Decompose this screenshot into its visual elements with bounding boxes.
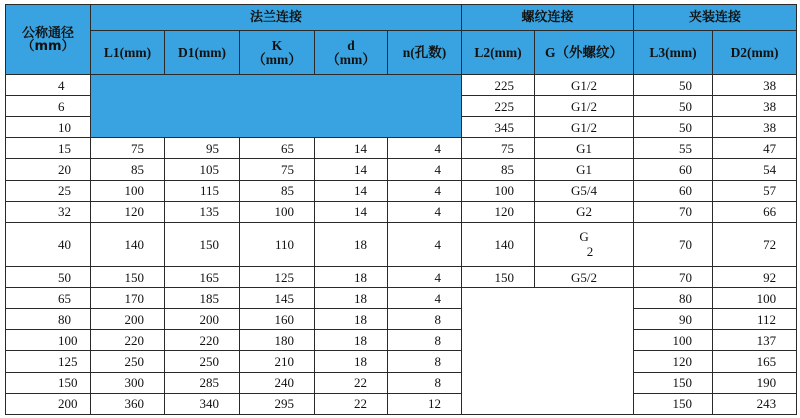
cell-k: 145 bbox=[240, 288, 315, 309]
table-body bbox=[6, 75, 797, 415]
cell-dn: 50 bbox=[6, 267, 91, 288]
table-row bbox=[6, 75, 797, 96]
cell-k: 295 bbox=[240, 393, 315, 414]
cell-dn: 65 bbox=[6, 288, 91, 309]
cell-l2: 345 bbox=[462, 117, 535, 138]
header-n: n(孔数) bbox=[388, 31, 462, 75]
cell-g: G1/2 bbox=[535, 96, 634, 117]
cell-l2: 75 bbox=[462, 138, 535, 159]
cell-g: G1/2 bbox=[535, 117, 634, 138]
cell-d1: 285 bbox=[165, 372, 240, 393]
table-row bbox=[6, 201, 797, 222]
header-flange-connection: 法兰连接 bbox=[91, 5, 462, 31]
header-l1: L1(mm) bbox=[91, 31, 165, 75]
cell-d: 14 bbox=[315, 180, 388, 201]
cell-d: 22 bbox=[315, 372, 388, 393]
header-d-label: d bbox=[347, 38, 355, 53]
cell-l3: 150 bbox=[634, 393, 713, 414]
cell-k: 180 bbox=[240, 330, 315, 351]
thread-g-subscript: 2 bbox=[586, 244, 594, 260]
cell-d1: 200 bbox=[165, 309, 240, 330]
cell-d1: 250 bbox=[165, 351, 240, 372]
cell-dn: 32 bbox=[6, 201, 91, 222]
cell-dn: 125 bbox=[6, 351, 91, 372]
cell-l3: 50 bbox=[634, 117, 713, 138]
cell-l1: 220 bbox=[91, 330, 165, 351]
cell-n: 8 bbox=[388, 351, 462, 372]
header-g: G（外螺纹） bbox=[535, 31, 634, 75]
cell-d2: 112 bbox=[713, 309, 797, 330]
cell-l1: 85 bbox=[91, 159, 165, 180]
flange-not-applicable-block bbox=[91, 75, 462, 138]
cell-n: 8 bbox=[388, 309, 462, 330]
cell-d2: 57 bbox=[713, 180, 797, 201]
cell-d: 18 bbox=[315, 222, 388, 266]
cell-d: 14 bbox=[315, 138, 388, 159]
cell-dn: 150 bbox=[6, 372, 91, 393]
cell-d2: 92 bbox=[713, 267, 797, 288]
cell-n: 8 bbox=[388, 330, 462, 351]
cell-dn: 20 bbox=[6, 159, 91, 180]
cell-n: 4 bbox=[388, 288, 462, 309]
cell-n: 4 bbox=[388, 222, 462, 266]
cell-d1: 135 bbox=[165, 201, 240, 222]
table-row bbox=[6, 222, 797, 266]
cell-d2: 38 bbox=[713, 96, 797, 117]
cell-d1: 105 bbox=[165, 159, 240, 180]
cell-k: 240 bbox=[240, 372, 315, 393]
cell-d2: 243 bbox=[713, 393, 797, 414]
cell-d2: 38 bbox=[713, 117, 797, 138]
cell-d: 14 bbox=[315, 201, 388, 222]
cell-l2: 225 bbox=[462, 75, 535, 96]
cell-l2: 100 bbox=[462, 180, 535, 201]
table-row bbox=[6, 159, 797, 180]
cell-dn: 10 bbox=[6, 117, 91, 138]
cell-k: 125 bbox=[240, 267, 315, 288]
header-l2: L2(mm) bbox=[462, 31, 535, 75]
cell-g: G1 bbox=[535, 159, 634, 180]
cell-dn: 25 bbox=[6, 180, 91, 201]
cell-l1: 170 bbox=[91, 288, 165, 309]
cell-dn: 4 bbox=[6, 75, 91, 96]
dimension-spec-table bbox=[5, 4, 797, 415]
table-row bbox=[6, 267, 797, 288]
cell-l3: 100 bbox=[634, 330, 713, 351]
table-row bbox=[6, 309, 797, 330]
cell-d1: 185 bbox=[165, 288, 240, 309]
cell-d2: 72 bbox=[713, 222, 797, 266]
cell-n: 4 bbox=[388, 201, 462, 222]
cell-g: G5/2 bbox=[535, 267, 634, 288]
cell-l3: 70 bbox=[634, 201, 713, 222]
cell-l3: 90 bbox=[634, 309, 713, 330]
cell-dn: 100 bbox=[6, 330, 91, 351]
header-k-label: K bbox=[271, 38, 283, 53]
cell-l1: 250 bbox=[91, 351, 165, 372]
cell-k: 110 bbox=[240, 222, 315, 266]
cell-d: 18 bbox=[315, 267, 388, 288]
cell-l3: 50 bbox=[634, 96, 713, 117]
cell-l3: 150 bbox=[634, 372, 713, 393]
cell-dn: 80 bbox=[6, 309, 91, 330]
header-nominal-diameter-label: 公称通径 bbox=[21, 25, 74, 41]
cell-g: G1/2 bbox=[535, 75, 634, 96]
cell-l3: 120 bbox=[634, 351, 713, 372]
cell-d: 18 bbox=[315, 330, 388, 351]
header-k-unit: （mm） bbox=[252, 51, 302, 67]
cell-g: G2 bbox=[535, 201, 634, 222]
cell-d: 18 bbox=[315, 309, 388, 330]
cell-d2: 54 bbox=[713, 159, 797, 180]
cell-d: 22 bbox=[315, 393, 388, 414]
table-header bbox=[6, 5, 797, 75]
cell-l3: 60 bbox=[634, 159, 713, 180]
cell-k: 210 bbox=[240, 351, 315, 372]
cell-d2: 47 bbox=[713, 138, 797, 159]
cell-l1: 75 bbox=[91, 138, 165, 159]
header-d bbox=[315, 31, 388, 75]
cell-l2: 140 bbox=[462, 222, 535, 266]
cell-k: 85 bbox=[240, 180, 315, 201]
header-nominal-diameter bbox=[6, 5, 91, 75]
table-row bbox=[6, 372, 797, 393]
cell-n: 4 bbox=[388, 159, 462, 180]
cell-l2: 120 bbox=[462, 201, 535, 222]
cell-l1: 100 bbox=[91, 180, 165, 201]
cell-k: 160 bbox=[240, 309, 315, 330]
thread-not-applicable-block bbox=[462, 288, 634, 415]
cell-l3: 70 bbox=[634, 222, 713, 266]
cell-l3: 50 bbox=[634, 75, 713, 96]
thread-g-stacked bbox=[575, 229, 594, 259]
cell-d2: 190 bbox=[713, 372, 797, 393]
cell-n: 8 bbox=[388, 372, 462, 393]
cell-d: 14 bbox=[315, 159, 388, 180]
header-d2: D2(mm) bbox=[713, 31, 797, 75]
table-row bbox=[6, 288, 797, 309]
cell-l1: 120 bbox=[91, 201, 165, 222]
cell-l3: 70 bbox=[634, 267, 713, 288]
cell-l3: 55 bbox=[634, 138, 713, 159]
header-l3: L3(mm) bbox=[634, 31, 713, 75]
cell-d: 18 bbox=[315, 288, 388, 309]
cell-d1: 95 bbox=[165, 138, 240, 159]
cell-d2: 100 bbox=[713, 288, 797, 309]
cell-l1: 360 bbox=[91, 393, 165, 414]
cell-d2: 66 bbox=[713, 201, 797, 222]
header-d-unit: （mm） bbox=[326, 51, 376, 67]
cell-d1: 220 bbox=[165, 330, 240, 351]
cell-dn: 40 bbox=[6, 222, 91, 266]
table-row bbox=[6, 180, 797, 201]
header-d1: D1(mm) bbox=[165, 31, 240, 75]
header-thread-connection: 螺纹连接 bbox=[462, 5, 634, 31]
cell-d2: 38 bbox=[713, 75, 797, 96]
cell-g: G1 bbox=[535, 138, 634, 159]
cell-dn: 200 bbox=[6, 393, 91, 414]
cell-k: 100 bbox=[240, 201, 315, 222]
cell-l1: 140 bbox=[91, 222, 165, 266]
cell-l1: 150 bbox=[91, 267, 165, 288]
cell-d1: 150 bbox=[165, 222, 240, 266]
cell-k: 65 bbox=[240, 138, 315, 159]
table-row bbox=[6, 393, 797, 414]
cell-d1: 165 bbox=[165, 267, 240, 288]
cell-d: 18 bbox=[315, 351, 388, 372]
cell-k: 75 bbox=[240, 159, 315, 180]
header-k bbox=[240, 31, 315, 75]
cell-l2: 225 bbox=[462, 96, 535, 117]
cell-l3: 80 bbox=[634, 288, 713, 309]
cell-n: 12 bbox=[388, 393, 462, 414]
cell-n: 4 bbox=[388, 267, 462, 288]
table-row bbox=[6, 330, 797, 351]
thread-g-letter: G bbox=[579, 229, 589, 245]
header-clamp-connection: 夹装连接 bbox=[634, 5, 797, 31]
table-row bbox=[6, 138, 797, 159]
cell-l2: 150 bbox=[462, 267, 535, 288]
cell-g bbox=[535, 222, 634, 266]
cell-d2: 165 bbox=[713, 351, 797, 372]
cell-n: 4 bbox=[388, 138, 462, 159]
cell-g: G5/4 bbox=[535, 180, 634, 201]
cell-dn: 15 bbox=[6, 138, 91, 159]
cell-d1: 115 bbox=[165, 180, 240, 201]
cell-l2: 85 bbox=[462, 159, 535, 180]
cell-l1: 300 bbox=[91, 372, 165, 393]
cell-d1: 340 bbox=[165, 393, 240, 414]
header-nominal-diameter-unit: （mm） bbox=[21, 38, 75, 54]
cell-d2: 137 bbox=[713, 330, 797, 351]
cell-l1: 200 bbox=[91, 309, 165, 330]
table-row bbox=[6, 351, 797, 372]
cell-l3: 60 bbox=[634, 180, 713, 201]
cell-dn: 6 bbox=[6, 96, 91, 117]
cell-n: 4 bbox=[388, 180, 462, 201]
